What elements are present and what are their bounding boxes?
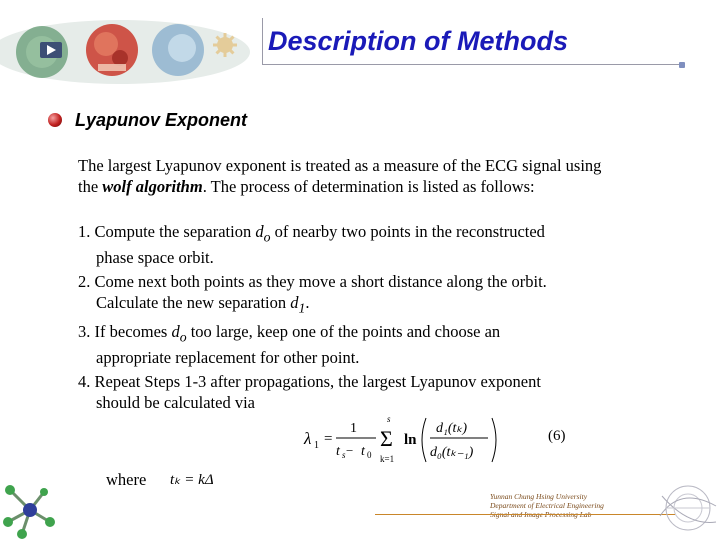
equals-sign: = [324,431,333,447]
sum-lower: k=1 [380,454,395,464]
footer-line: Department of Electrical Engineering [490,501,604,510]
where-label: where [106,470,147,489]
molecule-icon [0,478,60,540]
step-text: appropriate replacement for other point. [96,348,360,368]
step-text: of nearby two points in the reconstructed [270,222,545,241]
intro-text: . The process of determination is listed as follows: [202,177,535,196]
numerator-expression: d₁(tₖ) [436,421,468,436]
den-t-0: t [361,444,365,459]
step-text: phase space orbit. [96,248,214,268]
variable-d: d [171,322,180,341]
den-s-sub: s [342,450,346,460]
step-text: too large, keep one of the points and choose an [186,322,501,341]
tk-definition: tₖ = kΔ [170,472,214,488]
fraction-numerator: 1 [350,421,357,436]
step-text: 2. Come next both points as they move a short distance along the orbit. [78,272,547,291]
step-text: 3. If becomes [78,322,172,341]
step-1 [78,221,545,268]
bullet-icon [48,113,62,127]
title-underline [262,64,682,65]
lambda-symbol: λ [304,429,312,448]
variable-d: d [290,293,299,312]
step-text: should be calculated via [96,393,255,412]
step-2 [78,271,547,318]
lambda-subscript: 1 [314,440,319,451]
intro-text: the [78,177,103,196]
footer-rule [375,514,675,515]
step-3 [78,321,500,368]
intro-line-2 [78,176,601,197]
footer-line: Yunnan Chung Hsing University [490,492,588,501]
variable-subscript: 1 [298,300,306,316]
step-text: . [305,293,310,312]
denominator-expression: d₀(tₖ₋₁) [430,445,474,460]
title-rule-end-marker [679,62,685,68]
gear-ornament [213,33,237,57]
step-4 [78,371,541,413]
section-heading: Lyapunov Exponent [75,110,248,130]
sum-upper: s [387,414,391,424]
wolf-algorithm-term: wolf algorithm [102,177,203,196]
variable-subscript: o [263,229,271,245]
sum-symbol: Σ [380,426,393,451]
den-t-s: t [336,444,340,459]
page-title: Description of Methods [268,26,569,56]
title-vertical-rule [262,18,263,65]
step-text: 1. Compute the separation [78,222,256,241]
den-0-sub: 0 [367,450,372,460]
header-decoration [0,0,280,100]
den-minus: − [346,443,354,458]
ln-operator: ln [404,432,417,448]
equation-number: (6) [548,428,566,444]
variable-d: d [255,222,264,241]
step-text: Calculate the new separation [96,293,291,312]
intro-line-1: The largest Lyapunov exponent is treated as a measure of the ECG signal using [78,156,602,175]
footer-decoration [650,476,720,540]
step-text: 4. Repeat Steps 1-3 after propagations, the largest Lyapunov exponent [78,372,541,391]
intro-paragraph [78,155,601,197]
variable-subscript: o [179,329,187,345]
